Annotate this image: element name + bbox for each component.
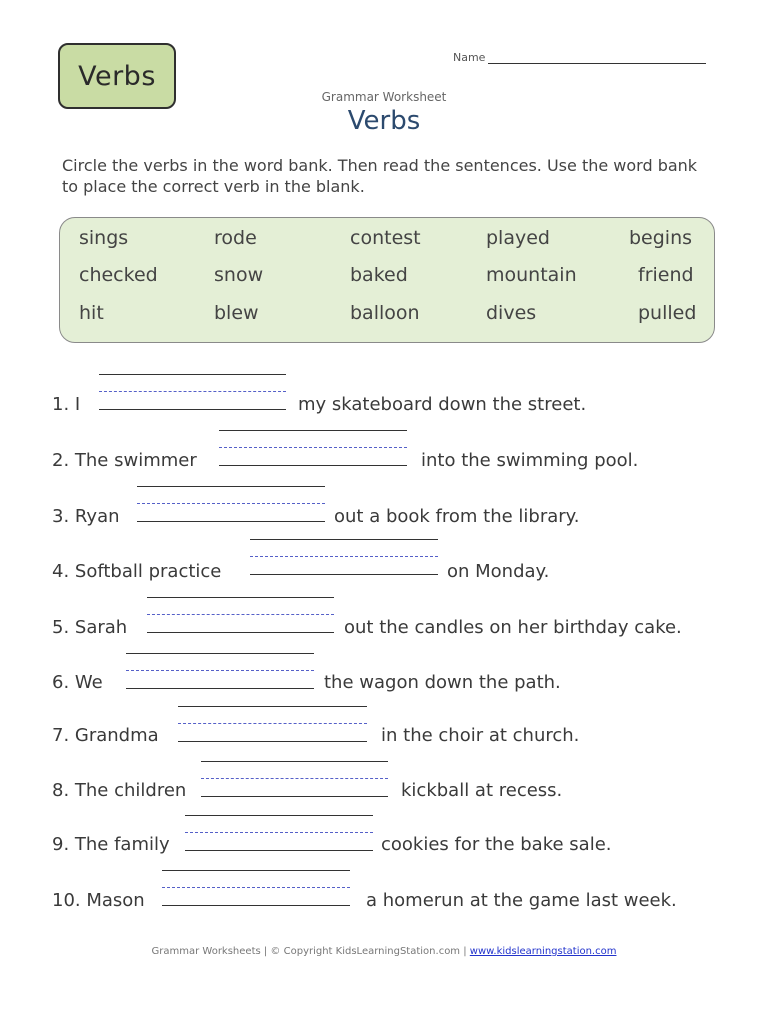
word-bank: [59, 217, 715, 343]
sentence-2-end: into the swimming pool.: [421, 450, 639, 471]
title-badge: Verbs: [58, 43, 176, 109]
sentence-5-end: out the candles on her birthday cake.: [344, 617, 682, 638]
word-bank-item[interactable]: hit: [79, 302, 104, 324]
word-bank-item[interactable]: rode: [214, 227, 257, 249]
sentence-2-start: 2. The swimmer: [52, 450, 197, 471]
sentence-4-start: 4. Softball practice: [52, 561, 222, 582]
sentence-1-end: my skateboard down the street.: [298, 394, 587, 415]
word-bank-item[interactable]: dives: [486, 302, 537, 324]
word-bank-item[interactable]: pulled: [638, 302, 697, 324]
sentence-6-end: the wagon down the path.: [324, 672, 561, 693]
name-field-line[interactable]: [488, 63, 706, 64]
word-bank-item[interactable]: baked: [350, 264, 408, 286]
sentence-1-start: 1. I: [52, 394, 81, 415]
sentence-7-start: 7. Grandma: [52, 725, 159, 746]
footer-copyright: Grammar Worksheets | © Copyright KidsLearningStation.com |: [151, 946, 467, 957]
sentence-3-end: out a book from the library.: [334, 506, 580, 527]
sentence-5-start: 5. Sarah: [52, 617, 128, 638]
word-bank-item[interactable]: blew: [214, 302, 259, 324]
sentence-8-start: 8. The children: [52, 780, 187, 801]
name-label: Name: [453, 51, 486, 64]
sentence-10-start: 10. Mason: [52, 890, 145, 911]
sentence-10-end: a homerun at the game last week.: [366, 890, 677, 911]
footer-link[interactable]: www.kidslearningstation.com: [469, 946, 617, 957]
word-bank-item[interactable]: contest: [350, 227, 421, 249]
word-bank-item[interactable]: played: [486, 227, 550, 249]
sentence-9-start: 9. The family: [52, 834, 170, 855]
worksheet-subtitle: Grammar Worksheet: [321, 90, 447, 104]
sentence-9-end: cookies for the bake sale.: [381, 834, 612, 855]
sentence-4-end: on Monday.: [447, 561, 550, 582]
sentence-8-end: kickball at recess.: [401, 780, 563, 801]
sentence-6-start: 6. We: [52, 672, 103, 693]
word-bank-item[interactable]: mountain: [486, 264, 577, 286]
word-bank-item[interactable]: snow: [214, 264, 264, 286]
word-bank-item[interactable]: begins: [629, 227, 693, 249]
page-title: Verbs: [347, 106, 421, 136]
sentence-7-end: in the choir at church.: [381, 725, 580, 746]
word-bank-item[interactable]: checked: [79, 264, 158, 286]
footer: [0, 946, 768, 957]
word-bank-item[interactable]: sings: [79, 227, 129, 249]
word-bank-item[interactable]: balloon: [350, 302, 420, 324]
sentence-3-start: 3. Ryan: [52, 506, 120, 527]
word-bank-item[interactable]: friend: [638, 264, 694, 286]
instructions: Circle the verbs in the word bank. Then read the sentences. Use the word bank to place the correct verb in the blank.: [62, 156, 698, 196]
